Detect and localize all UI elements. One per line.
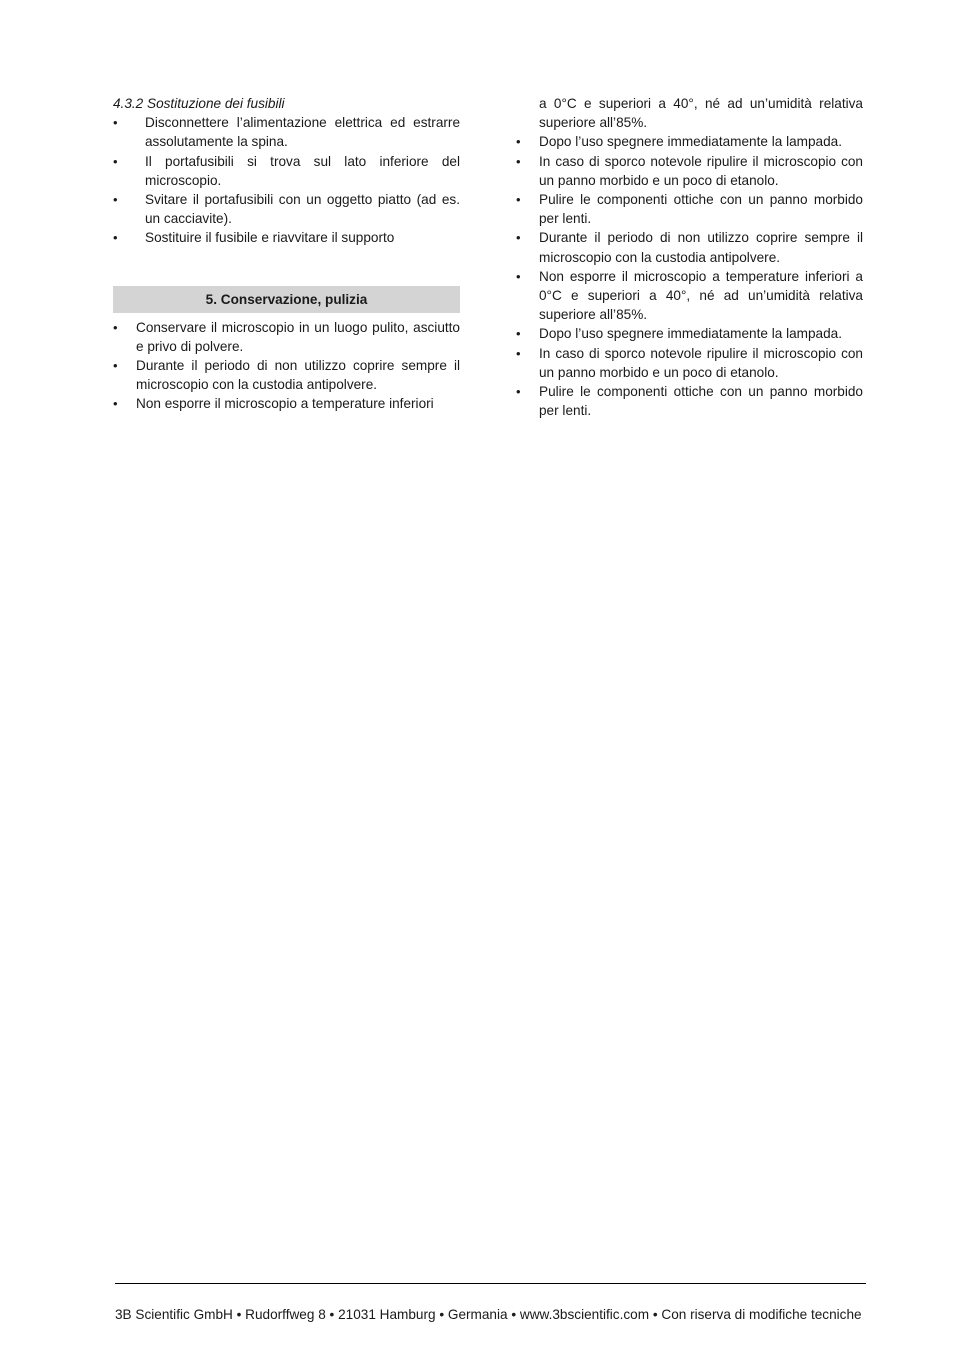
footer-text: 3B Scientific GmbH • Rudorffweg 8 • 21031 Hamburg • Germania • www.3bscientific.com • Con riserva di modifiche tecniche (115, 1307, 862, 1322)
list-item: • Durante il periodo di non utilizzo coprire sempre il microscopio con la custodia antipolvere. (516, 228, 863, 266)
list-item: • Non esporre il microscopio a temperature inferiori a 0°C e superiori a 40°, né ad un’umidità relativa superiore all’85%. (516, 267, 863, 325)
list-item: • Il portafusibili si trova sul lato inferiore del microscopio. (113, 152, 460, 190)
list-item: • Conservare il microscopio in un luogo pulito, asciutto e privo di polvere. (113, 318, 460, 356)
list-item: • Disconnettere l’alimentazione elettrica ed estrarre assolutamente la spina. (113, 113, 460, 151)
list-item: • Dopo l’uso spegnere immediatamente la lampada. (516, 324, 863, 343)
list-item: • In caso di sporco notevole ripulire il microscopio con un panno morbido e un poco di etanolo. (516, 152, 863, 190)
list-item: • Dopo l’uso spegnere immediatamente la lampada. (516, 132, 863, 151)
list-item: • Svitare il portafusibili con un oggetto piatto (ad es. un cacciavite). (113, 190, 460, 228)
list-item: • Pulire le componenti ottiche con un panno morbido per lenti. (516, 382, 863, 420)
storage-list (113, 318, 460, 414)
subsection-heading: 4.3.2 Sostituzione dei fusibili (113, 96, 285, 111)
list-item-continuation: a 0°C e superiori a 40°, né ad un’umidità relativa superiore all’85%. (539, 96, 863, 131)
left-column (113, 94, 460, 414)
list-item: • Durante il periodo di non utilizzo coprire sempre il microscopio con la custodia antipolvere. (113, 356, 460, 394)
list-item: • In caso di sporco notevole ripulire il microscopio con un panno morbido e un poco di etanolo. (516, 344, 863, 382)
fuse-replacement-list (113, 113, 460, 247)
care-list (516, 132, 863, 420)
right-column (516, 94, 863, 420)
section-title: 5. Conservazione, pulizia (113, 286, 460, 313)
list-item: • Pulire le componenti ottiche con un panno morbido per lenti. (516, 190, 863, 228)
footer-divider (115, 1283, 866, 1284)
list-item: • Sostituire il fusibile e riavvitare il supporto (113, 228, 460, 247)
list-item: • Non esporre il microscopio a temperature inferiori (113, 394, 460, 413)
